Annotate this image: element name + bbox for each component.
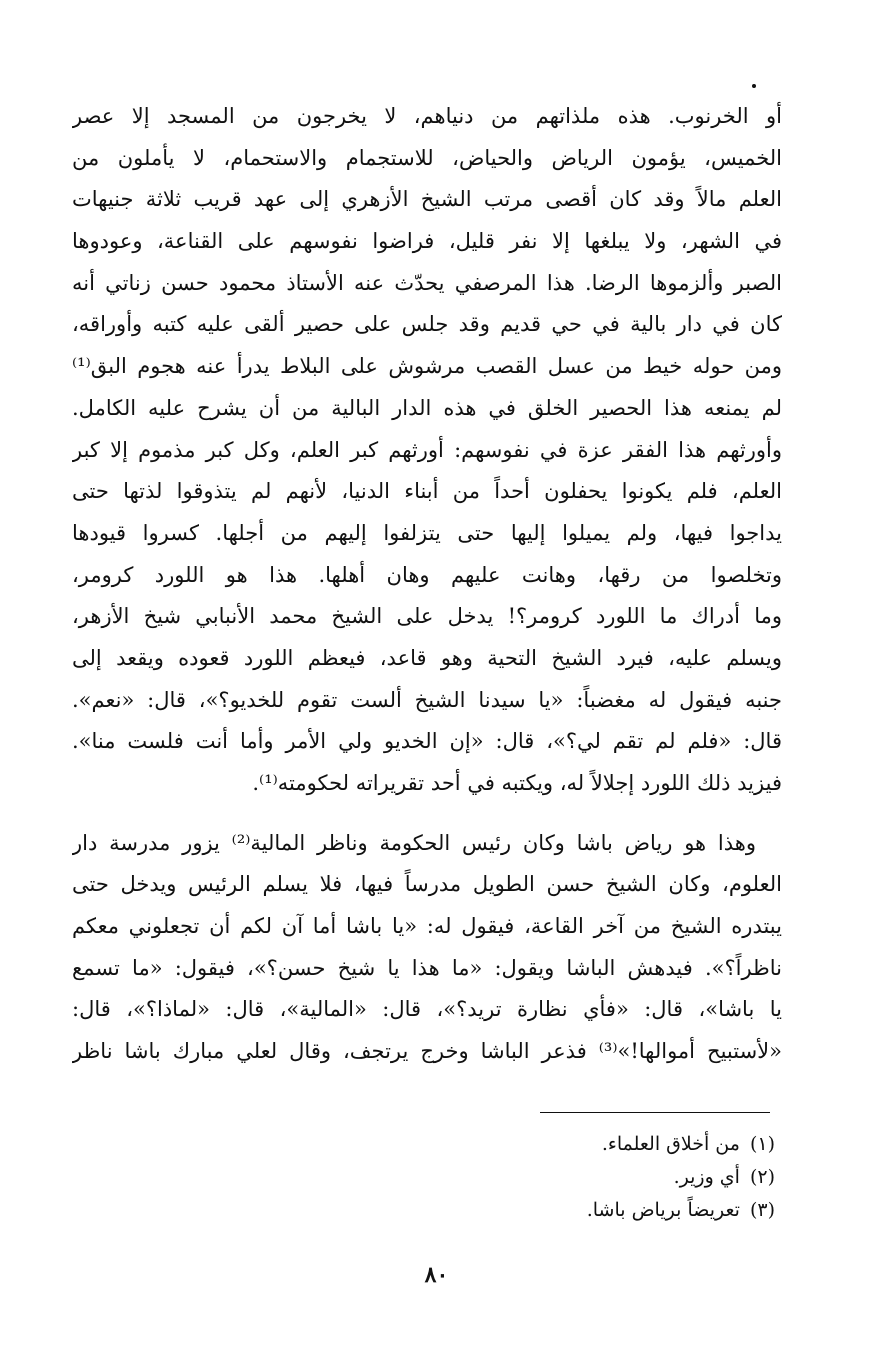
footnote — [455, 1194, 775, 1227]
text-line: الصبر وألزموها الرضا. هذا المرصفي يحدّث عنه الأستاذ محمود حسن زناتي أنه — [72, 270, 782, 295]
footnote-text: من أخلاق العلماء. — [601, 1133, 740, 1155]
text-line: يا باشا»، قال: «فأي نظارة تريد؟»، قال: «المالية»، قال: «لماذا؟»، قال: — [72, 997, 782, 1022]
text-line: العلم مالاً وقد كان أقصى مرتب الشيخ الأزهري إلى عهد قريب ثلاثة جنيهات — [72, 187, 782, 212]
text-line: لم يمنعه هذا الحصير الخلق في هذه الدار البالية من أن يشرح عليه الكامل. — [72, 395, 782, 420]
text-line: كان في دار بالية في حي قديم وقد جلس على حصير ألقى عليه كتبه وأوراقه، — [72, 312, 782, 337]
text-line: الخميس، يؤمون الرياض والحياض، للاستجمام والاستحمام، لا يأملون من — [72, 145, 782, 170]
text-line: «لأستبيح أموالها!»⁽³⁾ فذعر الباشا وخرج يرتجف، وقال لعلي مبارك باشا ناظر — [72, 1039, 782, 1064]
text-line: فيزيد ذلك اللورد إجلالاً له، ويكتبه في أحد تقريراته لحكومته⁽¹⁾. — [252, 771, 782, 795]
text-line: يداجوا فيها، ولم يميلوا إليها حتى يتزلفوا إليهم من أجلها. كسروا قيودها — [72, 520, 782, 545]
footnote — [455, 1128, 775, 1161]
text-line: العلوم، وكان الشيخ حسن الطويل مدرساً فيها، فلا يسلم الرئيس ويدخل حتى — [72, 872, 782, 897]
footnote-number: (١) — [749, 1133, 775, 1155]
text-line: أو الخرنوب. هذه ملذاتهم من دنياهم، لا يخرجون من المسجد إلا عصر — [72, 104, 782, 128]
text-line: وما أدراك ما اللورد كرومر؟! يدخل على الشيخ محمد الأنبابي شيخ الأزهر، — [72, 604, 782, 629]
text-line: وهذا هو رياض باشا وكان رئيس الحكومة وناظر المالية⁽²⁾ يزور مدرسة دار — [72, 830, 756, 855]
footnotes — [455, 1128, 775, 1227]
page-number: ٨٠ — [424, 1262, 449, 1288]
page-mark-dot — [752, 84, 756, 88]
text-line: ويسلم عليه، فيرد الشيخ التحية وهو قاعد، فيعظم اللورد قعوده ويقعد إلى — [72, 645, 782, 670]
footnote-text: تعريضاً برياض باشا. — [586, 1199, 740, 1221]
body-text — [72, 96, 782, 1073]
text-line: جنبه فيقول له مغضباً: «يا سيدنا الشيخ ألست تقوم للخديو؟»، قال: «نعم». — [72, 687, 782, 712]
text-line: ناظراً؟». فيدهش الباشا ويقول: «ما هذا يا شيخ حسن؟»، فيقول: «ما تسمع — [72, 955, 782, 980]
footnote-number: (٢) — [749, 1166, 775, 1188]
text-line: وأورثهم هذا الفقر عزة في نفوسهم: أورثهم كبر العلم، وكل كبر مذموم إلا كبر — [72, 437, 782, 462]
footnote-number: (٣) — [749, 1199, 775, 1221]
footnote-text: أي وزير. — [673, 1166, 740, 1188]
text-line: ومن حوله خيط من عسل القصب مرشوش على البلاط يدرأ عنه هجوم البق⁽¹⁾ — [72, 354, 782, 379]
text-line: في الشهر، ولا يبلغها إلا نفر قليل، فراضوا نفوسهم على القناعة، وعودوها — [72, 229, 782, 254]
paragraph-gap — [72, 805, 782, 823]
text-line: قال: «فلم لم تقم لي؟»، قال: «إن الخديو ولي الأمر وأما أنت فلست منا». — [72, 729, 782, 754]
text-line: يبتدره الشيخ من آخر القاعة، فيقول له: «يا باشا أما آن لكم أن تجعلوني معكم — [72, 914, 782, 939]
text-line: وتخلصوا من رقها، وهانت عليهم وهان أهلها. هذا هو اللورد كرومر، — [72, 562, 782, 587]
footnote — [455, 1161, 775, 1194]
text-line: العلم، فلم يكونوا يحفلون أحداً من أبناء الدنيا، لأنهم لم يتذوقوا لذتها حتى — [72, 479, 782, 504]
footnote-separator — [540, 1112, 770, 1113]
